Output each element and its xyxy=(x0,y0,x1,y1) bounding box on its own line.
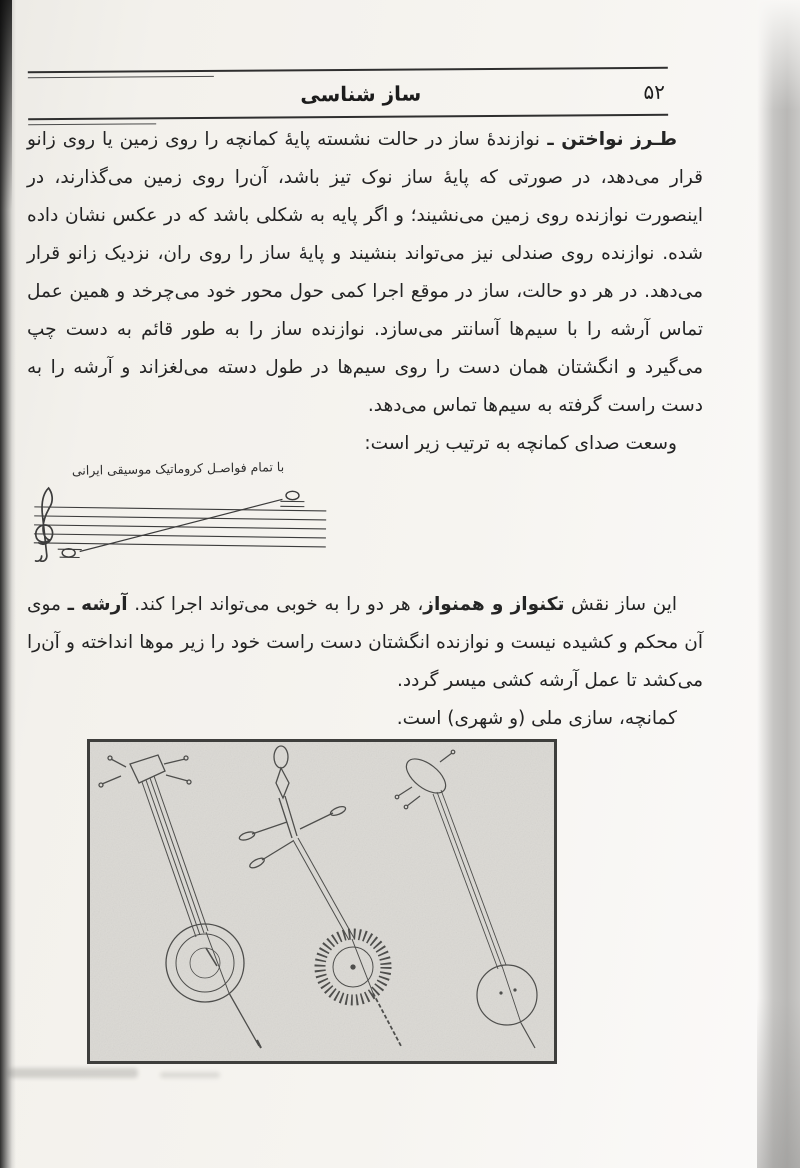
staff-caption: با تمام فواصـل کروماتیک موسیقی ایرانی xyxy=(71,459,285,478)
lead-term-bow: آرشه ـ xyxy=(67,594,128,615)
page-edge-band xyxy=(757,0,800,1168)
kamancheh-photo-sketch xyxy=(90,742,554,1061)
lead-term-playing-technique: طـرز نواختن ـ xyxy=(539,129,677,150)
page-edge-bottom-shade xyxy=(757,998,800,1168)
paragraph-range-intro: وسعت صدای کمانچه به ترتیب زیر است: xyxy=(364,433,677,454)
page-edge-top-fade xyxy=(757,0,800,110)
book-gutter-shadow-top xyxy=(0,0,12,210)
roles-text-1: این ساز نقش xyxy=(564,594,677,615)
kamancheh-photo xyxy=(87,739,557,1064)
header-rule-bottom xyxy=(28,114,668,120)
body-text-block-2 xyxy=(27,586,703,738)
paragraph-playing-technique-body: نوازندهٔ ساز در حالت نشسته پایهٔ کمانچه را روی زمین یا روی زانو قرار می‌دهد، در صورتی که پایهٔ ساز نوک تیز باشد، آن‌را روی زمین می‌گذارند، در اینصورت نوازنده روی زمین می‌نشیند؛ و اگر پایه به شکلی باشد که در عکس نشان داده شده. نوازنده روی صندلی نیز می‌تواند بنشیند و پایهٔ ساز را روی ران، نزدیک زانو قرار می‌دهد. در هر دو حالت، ساز در موقع اجرا کمی حول محور خود می‌چرخد و همین عمل تماس آرشه را با سیم‌ها آسانتر می‌سازد. نوازنده ساز را به طور قائم به دست چپ می‌گیرد و انگشتان همان دست را روی سیم‌ها در طول دسته می‌لغزاند و آرشه را به دست راست گرفته به سیم‌ها تماس می‌دهد. xyxy=(27,129,703,416)
page-title: ساز شناسی xyxy=(300,81,422,107)
low-whole-note xyxy=(58,548,82,557)
staff-notation xyxy=(20,483,354,579)
scan-smudge-small xyxy=(160,1072,220,1078)
bow-description-text: موی آن محکم و کشیده نیست و نوازنده انگشتان دست راست خود را زیر موها انداخته و آن‌را می‌کشد تا عمل آرشه کشی میسر گردد. xyxy=(27,594,703,691)
paragraph-national-instrument: کمانچه، سازی ملی (و شهری) است. xyxy=(396,708,677,729)
header-rule-top-fragment xyxy=(28,76,214,79)
high-whole-note xyxy=(280,491,304,507)
staff-lines xyxy=(34,507,326,547)
paragraph-roles-and-bow xyxy=(27,586,703,700)
music-range-example xyxy=(20,461,354,579)
photo-grain xyxy=(90,742,554,1061)
roles-text-2: ، هر دو را به خوبی می‌تواند اجرا کند. xyxy=(127,594,424,615)
header-rule-top xyxy=(28,67,668,73)
bold-term-soloist-accompanist: تکنواز و همنواز xyxy=(423,594,565,615)
page-number: ۵۲ xyxy=(643,79,666,104)
paragraph-playing-technique xyxy=(27,121,703,425)
body-text-block-1 xyxy=(27,121,703,463)
page-header xyxy=(28,62,668,130)
scan-smudge xyxy=(8,1068,138,1078)
